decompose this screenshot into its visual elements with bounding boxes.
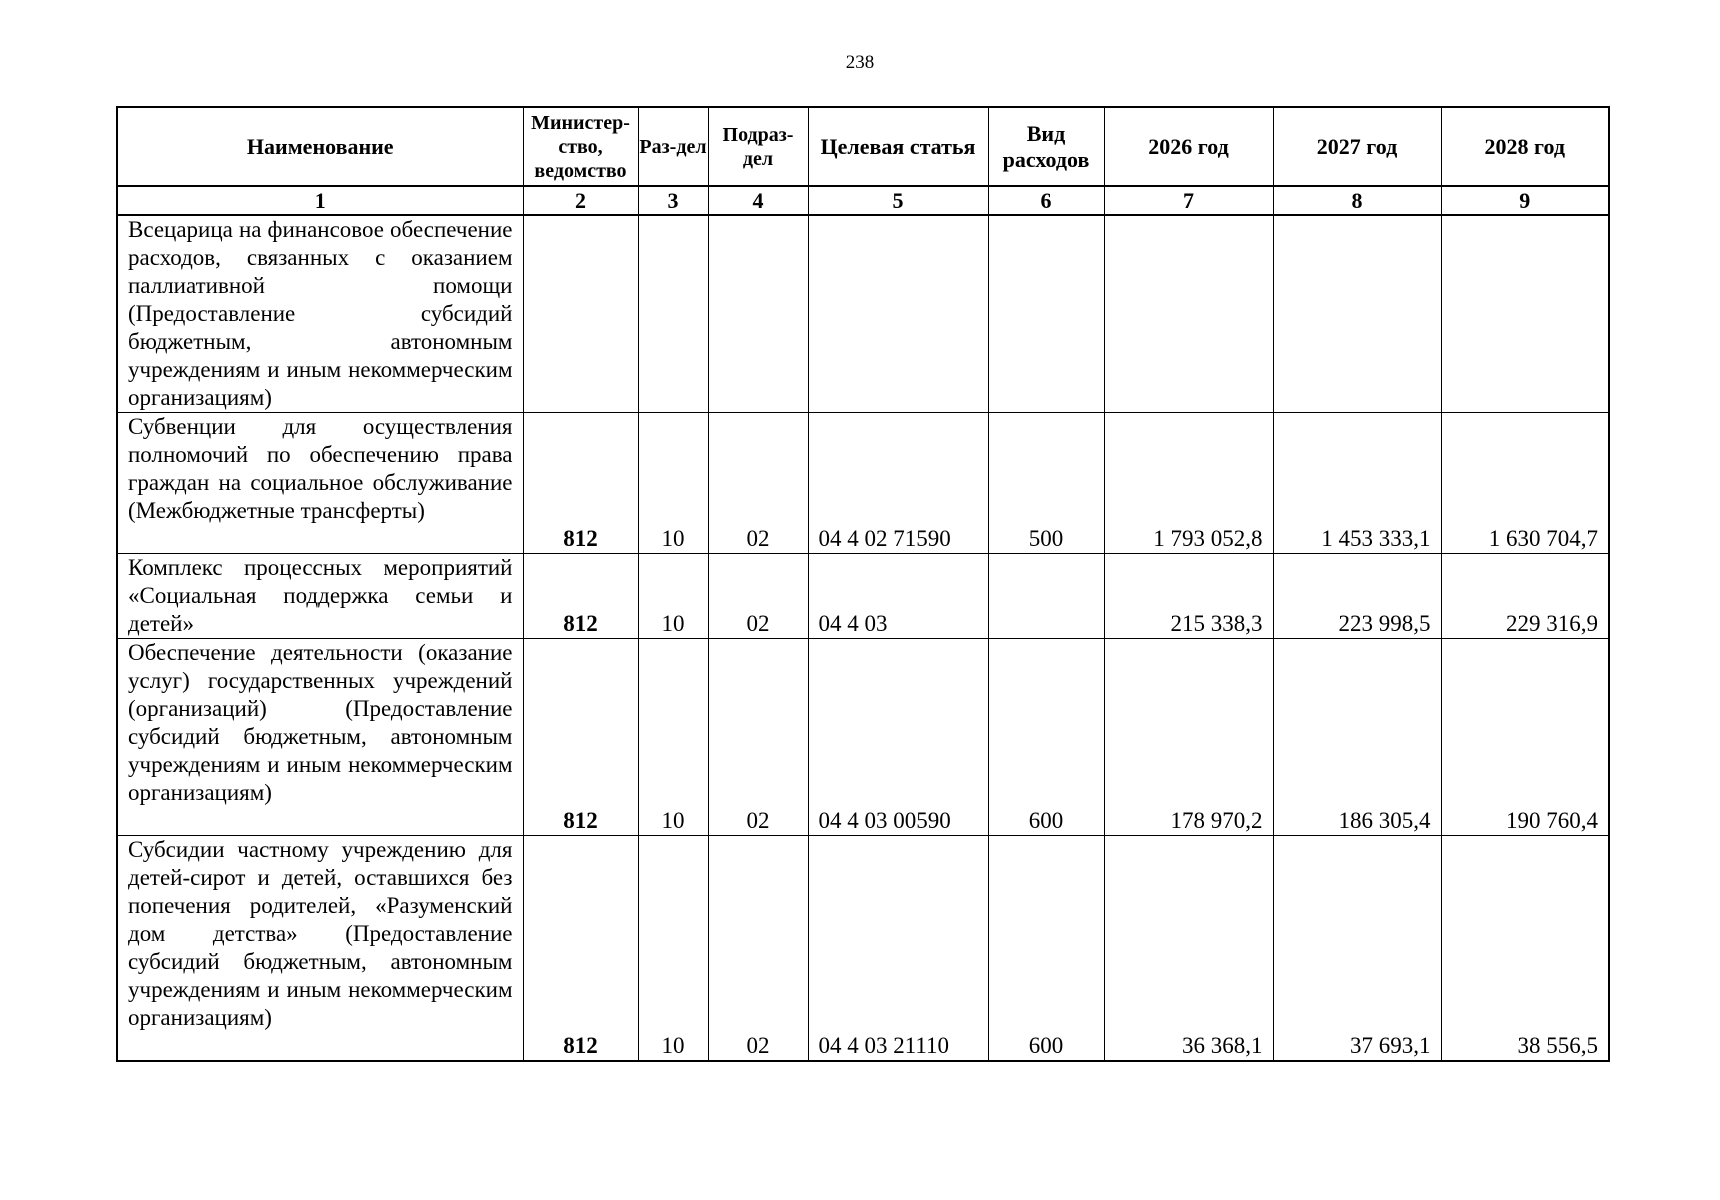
row-subsection: 02 [708, 554, 808, 639]
row-2027: 186 305,4 [1273, 639, 1441, 836]
column-number: 5 [808, 186, 988, 215]
row-2026 [1104, 215, 1273, 413]
header-2026: 2026 год [1104, 107, 1273, 186]
row-section [638, 215, 708, 413]
header-target: Целевая статья [808, 107, 988, 186]
row-subsection [708, 215, 808, 413]
table-row [117, 215, 1609, 413]
column-number: 7 [1104, 186, 1273, 215]
table-row [117, 639, 1609, 836]
row-section: 10 [638, 836, 708, 1062]
row-target [808, 215, 988, 413]
row-kind: 500 [988, 413, 1104, 554]
row-name: Всецарица на финансовое обеспечение расходов, связанных с оказанием паллиативной помощи (Предоставление субсидий бюджетным, автономным учреждениям и иным некоммерческим организациям) [117, 215, 523, 413]
header-subsection: Подраз-дел [708, 107, 808, 186]
row-kind [988, 554, 1104, 639]
column-number: 9 [1441, 186, 1609, 215]
row-2026: 215 338,3 [1104, 554, 1273, 639]
column-number: 1 [117, 186, 523, 215]
header-section: Раз-дел [638, 107, 708, 186]
row-kind: 600 [988, 639, 1104, 836]
row-2026: 178 970,2 [1104, 639, 1273, 836]
column-number: 3 [638, 186, 708, 215]
header-2027: 2027 год [1273, 107, 1441, 186]
row-target: 04 4 03 [808, 554, 988, 639]
row-2028: 1 630 704,7 [1441, 413, 1609, 554]
row-ministry [523, 215, 638, 413]
row-kind [988, 215, 1104, 413]
row-name: Субвенции для осуществления полномочий по обеспечению права граждан на социальное обслуживание (Межбюджетные трансферты) [117, 413, 523, 554]
row-ministry: 812 [523, 836, 638, 1062]
row-2027: 1 453 333,1 [1273, 413, 1441, 554]
table-row [117, 413, 1609, 554]
row-2027: 223 998,5 [1273, 554, 1441, 639]
row-section: 10 [638, 413, 708, 554]
row-section: 10 [638, 639, 708, 836]
row-2027 [1273, 215, 1441, 413]
row-name: Комплекс процессных мероприятий «Социальная поддержка семьи и детей» [117, 554, 523, 639]
column-number-row [117, 186, 1609, 215]
column-number: 6 [988, 186, 1104, 215]
row-subsection: 02 [708, 413, 808, 554]
row-name: Обеспечение деятельности (оказание услуг) государственных учреждений (организаций) (Предоставление субсидий бюджетным, автономным учреждениям и иным некоммерческим организациям) [117, 639, 523, 836]
row-ministry: 812 [523, 413, 638, 554]
row-kind: 600 [988, 836, 1104, 1062]
column-number: 8 [1273, 186, 1441, 215]
column-number: 2 [523, 186, 638, 215]
row-ministry: 812 [523, 554, 638, 639]
row-target: 04 4 03 21110 [808, 836, 988, 1062]
row-target: 04 4 02 71590 [808, 413, 988, 554]
row-subsection: 02 [708, 836, 808, 1062]
table-row [117, 836, 1609, 1062]
header-2028: 2028 год [1441, 107, 1609, 186]
header-kind: Вид расходов [988, 107, 1104, 186]
row-target: 04 4 03 00590 [808, 639, 988, 836]
row-section: 10 [638, 554, 708, 639]
row-2028 [1441, 215, 1609, 413]
row-name: Субсидии частному учреждению для детей-сирот и детей, оставшихся без попечения родителей, «Разуменский дом детства» (Предоставление субсидий бюджетным, автономным учреждениям и иным некоммерческим организациям) [117, 836, 523, 1062]
row-2026: 36 368,1 [1104, 836, 1273, 1062]
row-ministry: 812 [523, 639, 638, 836]
column-number: 4 [708, 186, 808, 215]
header-ministry: Министер-ство, ведомство [523, 107, 638, 186]
header-row [117, 107, 1609, 186]
table-row [117, 554, 1609, 639]
page-number: 238 [845, 52, 875, 73]
row-subsection: 02 [708, 639, 808, 836]
row-2026: 1 793 052,8 [1104, 413, 1273, 554]
budget-table [116, 106, 1610, 1062]
row-2027: 37 693,1 [1273, 836, 1441, 1062]
row-2028: 190 760,4 [1441, 639, 1609, 836]
row-2028: 38 556,5 [1441, 836, 1609, 1062]
header-name: Наименование [117, 107, 523, 186]
row-2028: 229 316,9 [1441, 554, 1609, 639]
